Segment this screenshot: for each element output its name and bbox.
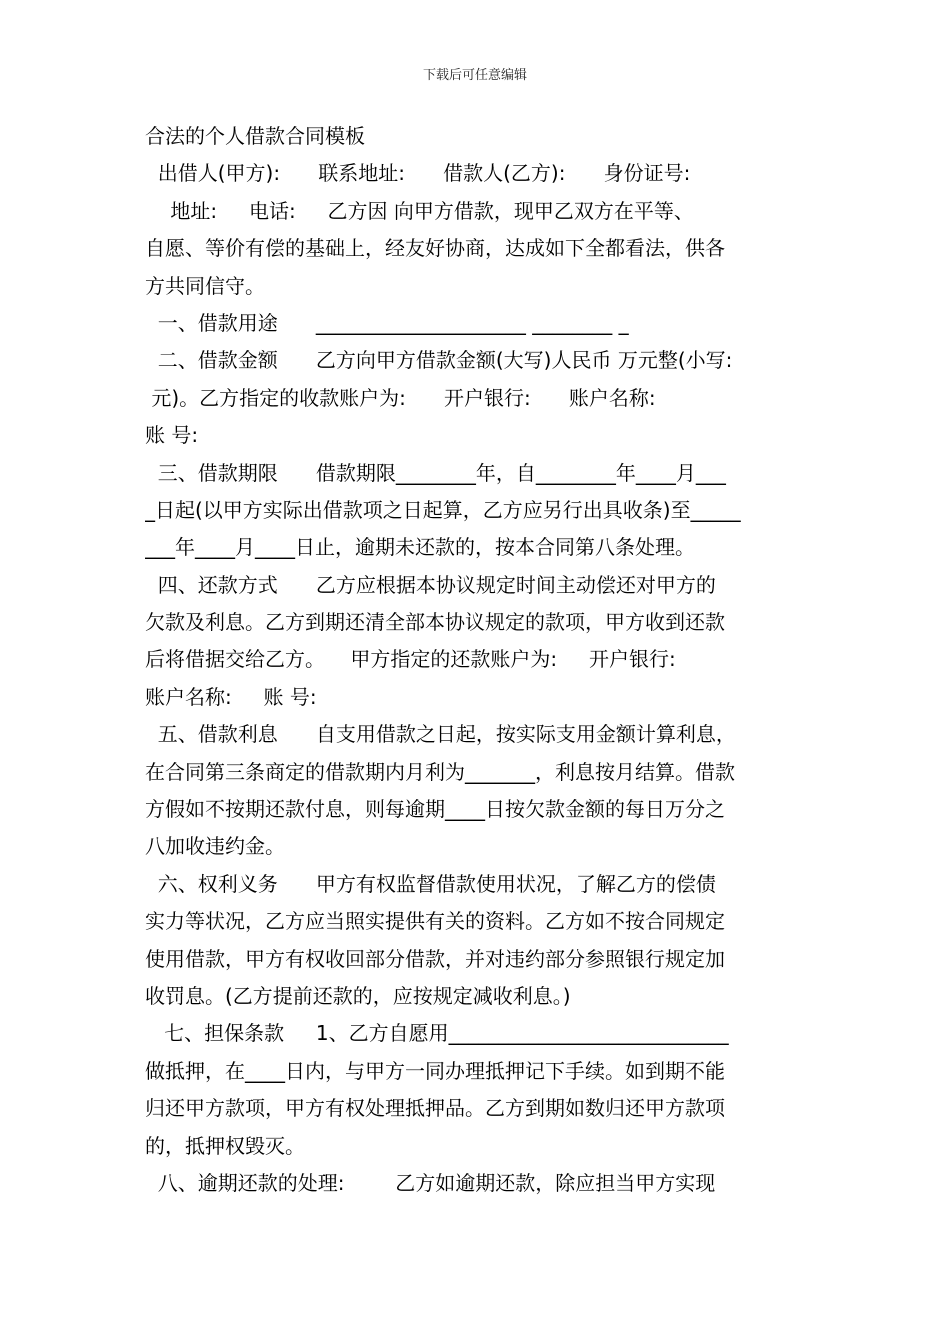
page-header-note: 下载后可任意编辑 [422,68,527,83]
text-line: 欠款及利息。乙方到期还清全部本协议规定的款项，甲方收到还款 [145,610,725,635]
text-line: 做抵押，在____日内，与甲方一同办理抵押记下手续。如到期不能 [145,1058,725,1083]
document-title: 合法的个人借款合同模板 [145,124,365,148]
text-line: 二、借款金额 乙方向甲方借款金额(大写)人民币 万元整(小写: [145,348,733,373]
text-line: 八加收违约金。 [145,834,285,859]
text-line: 元)。乙方指定的收款账户为: 开户银行: 账户名称: [145,385,656,410]
text-line: ___年____月____日止，逾期未还款的，按本合同第八条处理。 [145,535,695,560]
text-line: 方假如不按期还款付息，则每逾期____日按欠款金额的每日万分之 [145,797,725,822]
text-line: 八、逾期还款的处理: 乙方如逾期还款，除应担当甲方实现 [145,1170,716,1195]
text-line: 后将借据交给乙方。 甲方指定的还款账户为: 开户银行: [145,647,676,672]
text-line: 实力等状况，乙方应当照实提供有关的资料。乙方如不按合同规定 [145,909,725,934]
text-line: 出借人(甲方): 联系地址: 借款人(乙方): 身份证号: [145,161,691,186]
text-line: 归还甲方款项，甲方有权处理抵押品。乙方到期如数归还甲方款项 [145,1096,725,1121]
text-line: 五、借款利息 自支用借款之日起，按实际支用金额计算利息， [145,722,736,747]
text-line: 账户名称: 账 号: [145,684,317,709]
text-line: 收罚息。(乙方提前还款的，应按规定减收利息。) [145,983,571,1008]
text-line: 地址: 电话: 乙方因 向甲方借款，现甲乙双方在平等、 [145,198,694,223]
text-line: _日起(以甲方实际出借款项之日起算，乙方应另行出具收条)至_____ [145,497,741,522]
text-line: 六、权利义务 甲方有权监督借款使用状况，了解乙方的偿债 [145,871,716,896]
text-line: 四、还款方式 乙方应根据本协议规定时间主动偿还对甲方的 [145,572,716,597]
contract-body [145,118,810,1202]
text-line: 账 号: [145,423,199,448]
text-line: 自愿、等价有偿的基础上，经友好协商，达成如下全都看法，供各 [145,236,725,261]
text-line: 七、担保条款 1、乙方自愿用____________________________ [145,1021,729,1046]
text-line: 三、借款期限 借款期限________年，自________年____月___ [145,460,726,485]
text-line: 的，抵押权毁灭。 [145,1133,305,1158]
text-line: 方共同信守。 [145,273,265,298]
text-line: 在合同第三条商定的借款期内月利为_______，利息按月结算。借款 [145,759,735,784]
text-line: 一、借款用途 _____________________ ________ _ [145,310,629,335]
text-line: 使用借款，甲方有权收回部分借款，并对违约部分参照银行规定加 [145,946,725,971]
